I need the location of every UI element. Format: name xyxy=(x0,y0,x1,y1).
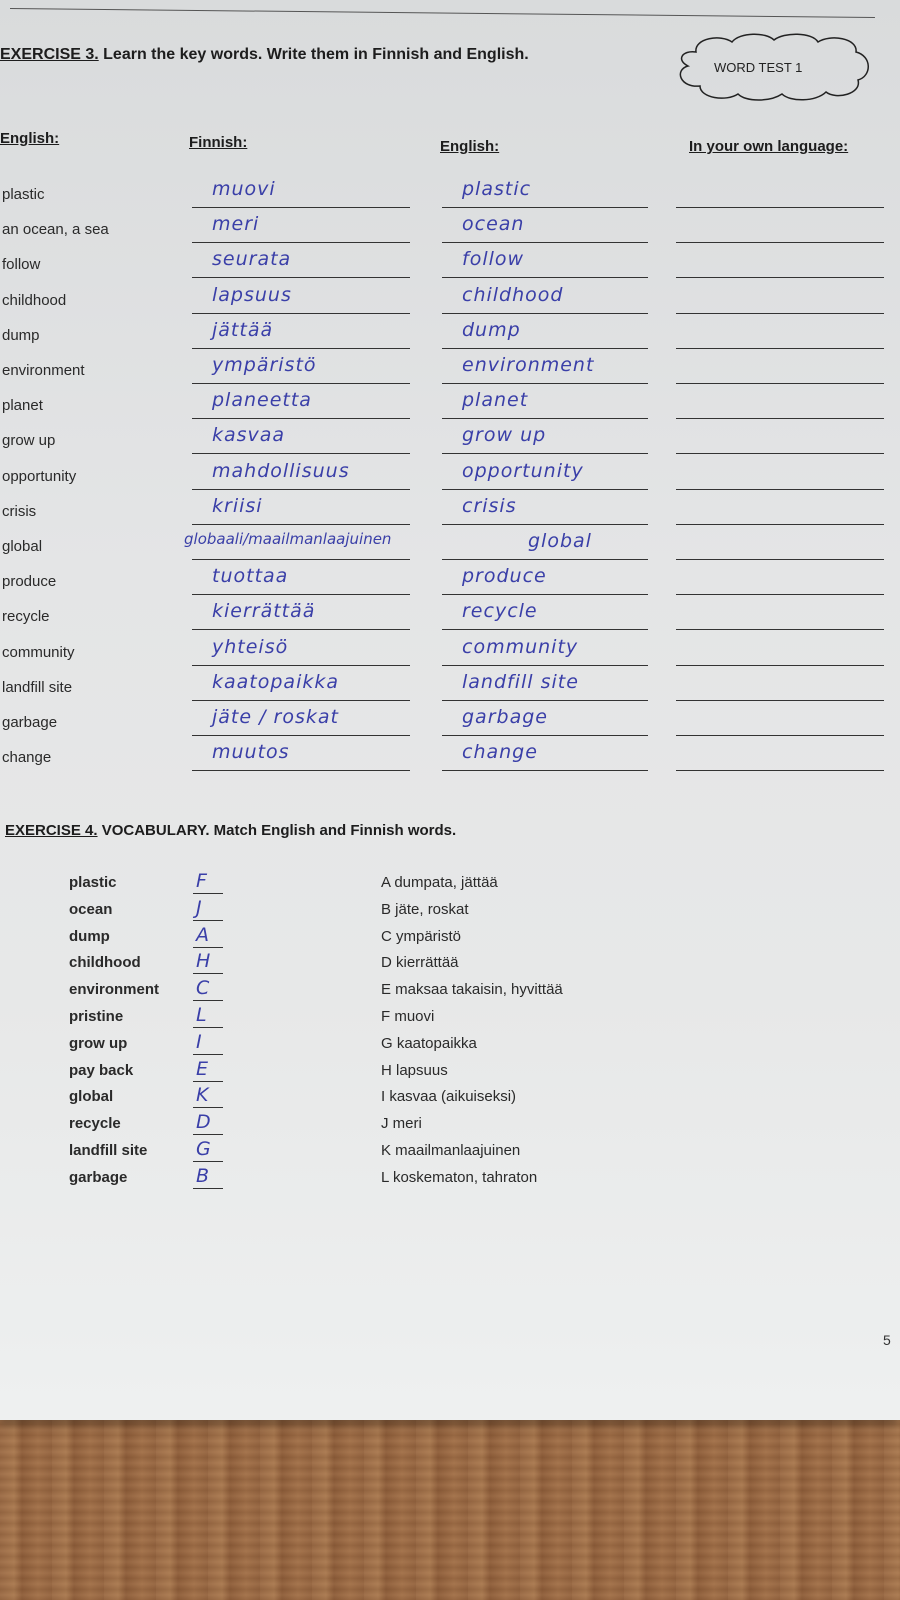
match-finnish-option: A dumpata, jättää xyxy=(381,874,498,891)
own-language-answer-line xyxy=(676,629,884,630)
header-own-language: In your own language: xyxy=(689,138,849,155)
vocab-english-word: dump xyxy=(2,326,40,344)
finnish-answer-line xyxy=(192,348,410,349)
finnish-answer-line xyxy=(192,418,410,419)
vocab-row xyxy=(0,352,900,387)
vocab-english-word: recycle xyxy=(2,608,50,626)
match-answer-line xyxy=(193,1081,223,1082)
vocab-row xyxy=(0,282,900,317)
own-language-answer-line xyxy=(676,665,884,666)
finnish-answer-line xyxy=(192,277,410,278)
finnish-answer-line xyxy=(192,207,410,208)
vocab-row xyxy=(0,458,900,493)
english-handwritten-answer: global xyxy=(528,530,592,552)
header-english: English: xyxy=(0,130,60,147)
own-language-answer-line xyxy=(676,277,884,278)
english-answer-line xyxy=(442,383,648,384)
english-handwritten-answer: community xyxy=(462,635,579,658)
english-answer-line xyxy=(442,665,648,666)
match-row xyxy=(0,1031,900,1058)
finnish-answer-line xyxy=(192,383,410,384)
vocab-row xyxy=(0,528,900,563)
match-handwritten-letter: J xyxy=(196,896,202,919)
finnish-answer-line xyxy=(192,524,410,525)
english-handwritten-answer: garbage xyxy=(462,706,548,728)
vocab-row xyxy=(0,493,900,528)
match-handwritten-letter: A xyxy=(196,923,209,946)
match-finnish-option: H lapsuus xyxy=(381,1061,448,1079)
match-row xyxy=(0,1165,900,1192)
match-finnish-option: E maksaa takaisin, hyvittää xyxy=(381,981,563,999)
exercise4-number: EXERCISE 4. xyxy=(5,822,98,839)
finnish-handwritten-answer: tuottaa xyxy=(212,565,289,588)
english-answer-line xyxy=(442,313,648,314)
own-language-answer-line xyxy=(676,313,884,314)
match-english-word: ocean xyxy=(69,900,113,918)
match-english-word: childhood xyxy=(69,954,141,972)
vocab-english-word: change xyxy=(2,749,52,767)
match-handwritten-letter: F xyxy=(196,870,207,892)
finnish-answer-line xyxy=(192,629,410,630)
match-row xyxy=(0,1084,900,1111)
english-handwritten-answer: grow up xyxy=(462,424,547,447)
english-handwritten-answer: follow xyxy=(462,248,525,271)
vocab-row xyxy=(0,317,900,352)
vocab-english-word: landfill site xyxy=(2,678,73,696)
match-handwritten-letter: E xyxy=(196,1057,209,1080)
english-answer-line xyxy=(442,629,648,630)
exercise3-title xyxy=(0,46,529,64)
finnish-answer-line xyxy=(192,453,410,454)
english-answer-line xyxy=(442,559,648,560)
vocab-english-word: an ocean, a sea xyxy=(2,221,109,239)
finnish-answer-line xyxy=(192,242,410,243)
own-language-answer-line xyxy=(676,700,884,701)
match-row xyxy=(0,1058,900,1085)
english-handwritten-answer: dump xyxy=(462,318,521,341)
vocab-english-word: community xyxy=(2,643,75,661)
english-answer-line xyxy=(442,700,648,701)
match-handwritten-letter: L xyxy=(196,1004,207,1026)
match-answer-line xyxy=(193,893,223,894)
finnish-handwritten-answer: globaali/maailmanlaajuinen xyxy=(184,530,392,548)
english-answer-line xyxy=(442,242,648,243)
finnish-handwritten-answer: mahdollisuus xyxy=(212,459,350,482)
match-answer-line xyxy=(193,947,223,948)
english-answer-line xyxy=(442,348,648,349)
page-number: 5 xyxy=(883,1332,891,1348)
finnish-answer-line xyxy=(192,594,410,595)
match-row xyxy=(0,924,900,951)
english-answer-line xyxy=(442,524,648,525)
english-handwritten-answer: ocean xyxy=(462,213,525,236)
vocab-english-word: planet xyxy=(2,397,43,415)
finnish-handwritten-answer: lapsuus xyxy=(212,283,292,306)
vocab-row xyxy=(0,211,900,246)
finnish-answer-line xyxy=(192,489,410,490)
match-answer-line xyxy=(193,1134,223,1135)
exercise4-instructions: VOCABULARY. Match English and Finnish words. xyxy=(97,822,457,839)
header-finnish: Finnish: xyxy=(189,134,248,151)
match-handwritten-letter: G xyxy=(196,1138,211,1160)
english-answer-line xyxy=(442,453,648,454)
match-finnish-option: D kierrättää xyxy=(381,954,459,972)
exercise4-title xyxy=(5,822,456,839)
english-answer-line xyxy=(442,735,648,736)
match-row xyxy=(0,1138,900,1165)
finnish-handwritten-answer: ympäristö xyxy=(212,354,317,376)
match-english-word: plastic xyxy=(69,874,117,891)
finnish-handwritten-answer: muovi xyxy=(212,178,276,200)
exercise3-number: EXERCISE 3. xyxy=(0,46,99,63)
match-finnish-option: I kasvaa (aikuiseksi) xyxy=(381,1088,517,1106)
finnish-answer-line xyxy=(192,735,410,736)
own-language-answer-line xyxy=(676,207,884,208)
finnish-answer-line xyxy=(192,770,410,771)
match-row xyxy=(0,1111,900,1138)
match-answer-line xyxy=(193,1000,223,1001)
finnish-handwritten-answer: kriisi xyxy=(212,494,263,517)
english-answer-line xyxy=(442,594,648,595)
english-handwritten-answer: plastic xyxy=(462,178,532,200)
header-english-2: English: xyxy=(440,138,500,155)
vocab-row xyxy=(0,634,900,669)
match-answer-line xyxy=(193,1054,223,1055)
own-language-answer-line xyxy=(676,418,884,419)
vocab-row xyxy=(0,387,900,422)
match-handwritten-letter: H xyxy=(196,950,211,973)
match-finnish-option: K maailmanlaajuinen xyxy=(381,1142,521,1159)
english-handwritten-answer: environment xyxy=(462,354,595,376)
vocab-english-word: global xyxy=(2,538,43,555)
match-handwritten-letter: K xyxy=(196,1084,209,1107)
match-finnish-option: F muovi xyxy=(381,1008,435,1025)
match-row xyxy=(0,950,900,977)
english-handwritten-answer: produce xyxy=(462,565,547,588)
finnish-handwritten-answer: muutos xyxy=(212,741,290,764)
match-finnish-option: G kaatopaikka xyxy=(381,1034,477,1052)
vocab-row xyxy=(0,598,900,633)
match-handwritten-letter: B xyxy=(196,1164,210,1187)
english-handwritten-answer: planet xyxy=(462,389,529,412)
match-english-word: global xyxy=(69,1088,114,1106)
match-answer-line xyxy=(193,1161,223,1162)
english-answer-line xyxy=(442,418,648,419)
english-answer-line xyxy=(442,277,648,278)
own-language-answer-line xyxy=(676,594,884,595)
finnish-handwritten-answer: jäte / roskat xyxy=(212,706,339,728)
vocab-row xyxy=(0,704,900,739)
match-finnish-option: B jäte, roskat xyxy=(381,900,469,918)
vocab-row xyxy=(0,246,900,281)
match-english-word: landfill site xyxy=(69,1142,148,1159)
own-language-answer-line xyxy=(676,242,884,243)
match-english-word: pay back xyxy=(69,1061,134,1079)
english-handwritten-answer: recycle xyxy=(462,600,538,623)
finnish-handwritten-answer: yhteisö xyxy=(212,635,289,658)
finnish-handwritten-answer: seurata xyxy=(212,248,292,271)
vocab-english-word: garbage xyxy=(2,714,58,731)
own-language-answer-line xyxy=(676,383,884,384)
word-test-label: WORD TEST 1 xyxy=(714,60,803,75)
vocab-english-word: plastic xyxy=(2,186,45,203)
own-language-answer-line xyxy=(676,348,884,349)
own-language-answer-line xyxy=(676,735,884,736)
top-rule xyxy=(10,8,875,18)
vocab-row xyxy=(0,739,900,774)
match-english-word: garbage xyxy=(69,1168,128,1186)
vocab-row xyxy=(0,176,900,211)
english-handwritten-answer: childhood xyxy=(462,283,564,306)
vocab-english-word: follow xyxy=(2,256,41,274)
match-handwritten-letter: C xyxy=(196,977,210,1000)
english-handwritten-answer: change xyxy=(462,741,538,764)
finnish-answer-line xyxy=(192,700,410,701)
match-handwritten-letter: I xyxy=(196,1030,202,1053)
vocab-english-word: produce xyxy=(2,573,57,591)
match-handwritten-letter: D xyxy=(196,1111,211,1134)
match-answer-line xyxy=(193,1027,223,1028)
english-handwritten-answer: crisis xyxy=(462,494,517,517)
vocab-row xyxy=(0,669,900,704)
vocab-english-word: opportunity xyxy=(2,467,77,485)
vocab-english-word: grow up xyxy=(2,432,56,450)
exercise3-instructions: Learn the key words. Write them in Finnish and English. xyxy=(98,46,529,63)
match-finnish-option: J meri xyxy=(381,1115,422,1133)
match-row xyxy=(0,977,900,1004)
match-answer-line xyxy=(193,920,223,921)
finnish-handwritten-answer: planeetta xyxy=(212,389,312,412)
match-english-word: recycle xyxy=(69,1115,121,1133)
vocab-english-word: environment xyxy=(2,362,85,379)
vocab-row xyxy=(0,422,900,457)
vocab-row xyxy=(0,563,900,598)
english-answer-line xyxy=(442,207,648,208)
finnish-handwritten-answer: meri xyxy=(212,213,260,236)
own-language-answer-line xyxy=(676,770,884,771)
vocab-english-word: childhood xyxy=(2,291,67,309)
match-answer-line xyxy=(193,1107,223,1108)
finnish-handwritten-answer: kaatopaikka xyxy=(212,670,339,693)
finnish-handwritten-answer: kasvaa xyxy=(212,424,286,447)
finnish-handwritten-answer: jättää xyxy=(212,318,274,341)
match-row xyxy=(0,897,900,924)
match-english-word: environment xyxy=(69,981,160,999)
match-finnish-option: C ympäristö xyxy=(381,927,462,945)
english-handwritten-answer: opportunity xyxy=(462,459,584,482)
match-answer-line xyxy=(193,973,223,974)
finnish-answer-line xyxy=(192,559,410,560)
finnish-answer-line xyxy=(192,313,410,314)
own-language-answer-line xyxy=(676,559,884,560)
match-answer-line xyxy=(193,1188,223,1189)
english-answer-line xyxy=(442,770,648,771)
own-language-answer-line xyxy=(676,489,884,490)
english-answer-line xyxy=(442,489,648,490)
match-english-word: pristine xyxy=(69,1008,124,1025)
match-row xyxy=(0,1004,900,1031)
finnish-answer-line xyxy=(192,665,410,666)
english-handwritten-answer: landfill site xyxy=(462,670,579,693)
match-row xyxy=(0,870,900,897)
own-language-answer-line xyxy=(676,524,884,525)
match-english-word: dump xyxy=(69,927,110,945)
match-finnish-option: L koskematon, tahraton xyxy=(381,1168,538,1186)
vocab-english-word: crisis xyxy=(2,502,37,520)
match-english-word: grow up xyxy=(69,1034,128,1052)
finnish-handwritten-answer: kierrättää xyxy=(212,600,316,623)
own-language-answer-line xyxy=(676,453,884,454)
